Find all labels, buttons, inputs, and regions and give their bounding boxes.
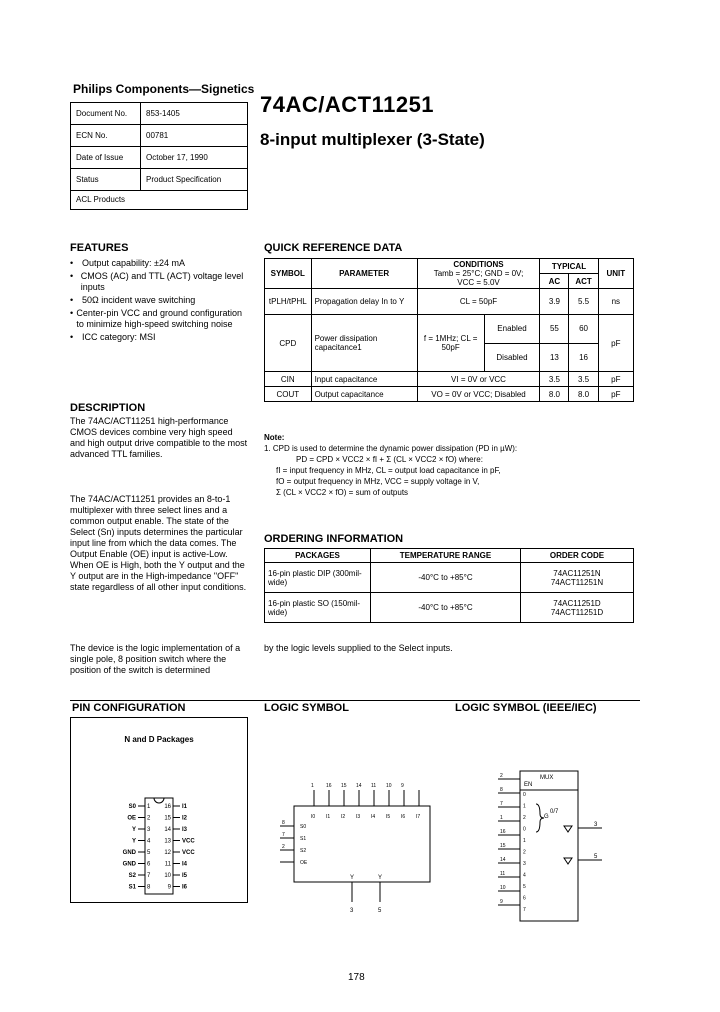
- description-p1: The 74AC/ACT11251 high-performance CMOS devices combine very high speed and high output drive compatible to the most advanced TTL families.: [70, 416, 248, 459]
- pin-number: 12: [164, 850, 171, 856]
- feature-item: • Output capability: ±24 mA: [70, 258, 185, 268]
- info-label: ECN No.: [71, 125, 141, 146]
- cell-conditions: VI = 0V or VCC: [417, 372, 540, 387]
- pin-number: 2: [147, 815, 151, 822]
- note-line: Σ (CL × VCC2 × fO) = sum of outputs: [276, 488, 409, 497]
- quick-ref-table: [264, 258, 634, 402]
- ieee-pin-number: 7: [500, 801, 503, 807]
- output-pin-number: 3: [350, 908, 354, 914]
- logic-symbol-heading: LOGIC SYMBOL: [264, 702, 349, 714]
- note-line: 1. CPD is used to determine the dynamic power dissipation (PD in µW):: [264, 444, 518, 453]
- input-label: I7: [416, 814, 421, 820]
- input-pin-number: 16: [326, 783, 332, 789]
- pin-name: GND: [122, 861, 136, 868]
- col-parameter: PARAMETER: [311, 259, 417, 289]
- conditions-line: VCC = 5.0V: [457, 278, 500, 287]
- feature-text: Center-pin VCC and ground configuration to minimize high-speed switching noise: [76, 308, 243, 329]
- cell-unit: pF: [598, 315, 633, 372]
- feature-item: • CMOS (AC) and TTL (ACT) voltage level inputs: [70, 271, 250, 293]
- table-row: [265, 387, 634, 402]
- cell-ac: 3.9: [540, 289, 569, 315]
- cell-conditions: [417, 315, 540, 372]
- ieee-outputs: [578, 822, 602, 860]
- cell-temp: -40°C to +85°C: [371, 593, 521, 623]
- pin-number: 9: [167, 884, 171, 891]
- pin-number: 8: [147, 884, 151, 891]
- pin-number: 1: [147, 804, 151, 810]
- input-pin-number: 14: [356, 783, 362, 789]
- ieee-pin-number: 9: [500, 899, 503, 905]
- info-label: Status: [71, 169, 141, 190]
- cell-act: 5.5: [569, 289, 598, 315]
- pin-number: 10: [164, 873, 171, 879]
- pin-name: S2: [128, 873, 136, 879]
- ieee-block: [520, 771, 578, 921]
- cell-temp: -40°C to +85°C: [371, 563, 521, 593]
- output-pin-number: 5: [378, 908, 382, 914]
- ieee-pin-number: 14: [500, 857, 506, 863]
- col-temp: TEMPERATURE RANGE: [371, 549, 521, 563]
- feature-item: • ICC category: MSI: [70, 332, 156, 342]
- page-number: 178: [348, 972, 365, 983]
- ic-body: [145, 798, 173, 894]
- product-line: ACL Products: [76, 195, 126, 204]
- pin-name: I6: [182, 884, 188, 891]
- note-line: fI = input frequency in MHz, CL = output load capacitance in pF,: [276, 466, 501, 475]
- ieee-pin-number: 16: [500, 829, 506, 835]
- cell-symbol: CIN: [265, 372, 312, 387]
- cell-parameter: Output capacitance: [311, 387, 417, 402]
- cell-symbol: CPD: [265, 315, 312, 372]
- logic-top-pins: [311, 783, 420, 820]
- pin-name: Y: [131, 827, 136, 833]
- pin-name: VCC: [182, 838, 195, 845]
- ieee-pin-number: 1: [500, 815, 503, 821]
- table-row: [265, 372, 634, 387]
- col-symbol: SYMBOL: [265, 259, 312, 289]
- feature-text: Output capability: ±24 mA: [82, 258, 185, 268]
- pin-number: 13: [164, 838, 171, 845]
- ieee-input-label: 0: [523, 826, 526, 833]
- select-label: S2: [300, 848, 307, 854]
- pin-number: 15: [164, 815, 171, 822]
- pin-number: 3: [147, 827, 151, 833]
- ordering-table: [264, 548, 634, 623]
- table-row: [265, 593, 634, 623]
- col-packages: PACKAGES: [265, 549, 371, 563]
- cell-conditions: CL = 50pF: [417, 289, 540, 315]
- ieee-output-pin: 5: [594, 854, 598, 860]
- ieee-input-label: 6: [523, 895, 526, 902]
- info-label: Date of Issue: [71, 147, 141, 168]
- cell-act: 3.5: [569, 372, 598, 387]
- ieee-3state-symbol: [564, 858, 572, 864]
- cpd-enabled: Enabled: [485, 315, 540, 344]
- features-heading: FEATURES: [70, 242, 129, 254]
- info-row: [71, 169, 247, 191]
- input-label: I4: [371, 814, 376, 820]
- logic-symbol-diagram: [264, 778, 444, 918]
- description-p3: The device is the logic implementation of a single pole, 8 position switch where the position of the switch is determined: [70, 643, 241, 675]
- ieee-input-label: 2: [523, 815, 526, 821]
- part-number-title: 74AC/ACT11251: [260, 92, 435, 117]
- table-row: [265, 315, 634, 344]
- info-row: [71, 125, 247, 147]
- quick-ref-heading: QUICK REFERENCE DATA: [264, 242, 403, 254]
- note-line: fO = output frequency in MHz, VCC = supply voltage in V,: [276, 477, 480, 486]
- feature-item: • 50Ω incident wave switching: [70, 295, 196, 305]
- input-pin-number: 11: [371, 783, 377, 789]
- ic-notch: [154, 798, 164, 803]
- order-code: 74AC11251N: [553, 568, 601, 578]
- col-conditions: [417, 259, 540, 289]
- cell-unit: pF: [598, 387, 633, 402]
- pin-number: 6: [147, 861, 151, 868]
- pin-name: GND: [122, 850, 136, 856]
- description-p2: The 74AC/ACT11251 provides an 8-to-1 multiplexer with three select lines and a common output enable. The state of the Select (Sn) inputs determines the particular input line from which the data comes. The Output Enable (OE) input is active-Low. When OE is High, both the Y output and the Y output are in the High-impedance "OFF" state regardless of all other input conditions.: [70, 494, 247, 592]
- input-pin-number: 15: [341, 783, 347, 789]
- ieee-pin-number: 10: [500, 885, 506, 891]
- col-act: ACT: [569, 274, 598, 289]
- input-pin-number: 9: [401, 783, 404, 789]
- select-label: S1: [300, 836, 307, 842]
- ieee-input-label: 3: [523, 861, 526, 867]
- right-pins: [164, 804, 195, 891]
- table-row: [265, 563, 634, 593]
- info-value: Product Specification: [146, 175, 222, 184]
- conditions-line: Tamb = 25°C; GND = 0V;: [433, 269, 524, 278]
- col-unit: UNIT: [598, 259, 633, 289]
- pin-number: 11: [164, 861, 171, 868]
- order-code: 74ACT11251N: [550, 577, 604, 587]
- ieee-input-label: 1: [523, 838, 526, 844]
- info-value: 853-1405: [146, 109, 180, 118]
- input-label: I2: [341, 814, 346, 820]
- ieee-input-label: 0: [523, 792, 526, 798]
- pin-name: S0: [128, 804, 136, 810]
- feature-text: CMOS (AC) and TTL (ACT) voltage level inputs: [80, 271, 244, 292]
- cell-unit: pF: [598, 372, 633, 387]
- cell-act: 16: [569, 343, 598, 372]
- features-list: [70, 258, 250, 345]
- input-label: I0: [311, 814, 316, 820]
- pin-name: I1: [182, 804, 188, 810]
- pin-name: I2: [182, 815, 188, 822]
- note-block: [264, 432, 634, 498]
- ieee-pin-number: 8: [500, 787, 503, 793]
- select-pin-number: 8: [282, 820, 285, 826]
- cell-ac: 8.0: [540, 387, 569, 402]
- col-ac: AC: [540, 274, 569, 289]
- cell-act: 60: [569, 315, 598, 344]
- cell-act: 8.0: [569, 387, 598, 402]
- select-pin-number: 2: [282, 844, 285, 850]
- feature-text: ICC category: MSI: [82, 332, 156, 342]
- pin-config-subtitle: N and D Packages: [124, 735, 194, 744]
- note-line: PD = CPD × VCC2 × fI + Σ (CL × VCC2 × fO) where:: [296, 455, 483, 464]
- logic-outputs: [350, 875, 382, 914]
- pin-name: OE: [127, 815, 136, 822]
- cpd-disabled: Disabled: [496, 352, 528, 362]
- col-order-code: ORDER CODE: [521, 549, 634, 563]
- ieee-3state-symbol: [564, 826, 572, 832]
- cell-parameter: Propagation delay In to Y: [311, 289, 417, 315]
- cell-ac: 55: [540, 315, 569, 344]
- ieee-en-label: EN: [524, 782, 533, 788]
- select-pin-number: 7: [282, 832, 285, 838]
- part-subtitle: 8-input multiplexer (3-State): [260, 130, 485, 149]
- note-heading: Note:: [264, 433, 285, 442]
- cell-symbol: COUT: [265, 387, 312, 402]
- pin-name: S1: [128, 884, 136, 891]
- info-label: Document No.: [71, 103, 141, 124]
- cell-ac: 13: [540, 343, 569, 372]
- cell-ac: 3.5: [540, 372, 569, 387]
- conditions-title: CONDITIONS: [453, 260, 504, 269]
- pin-name: VCC: [182, 850, 195, 856]
- ieee-input-label: 5: [523, 884, 526, 890]
- output-label: Y: [378, 875, 383, 881]
- description-heading: DESCRIPTION: [70, 402, 146, 414]
- pin-diagram: [70, 790, 248, 900]
- ieee-symbol-heading: LOGIC SYMBOL (IEEE/IEC): [455, 702, 597, 714]
- cell-symbol: tPLH/tPHL: [265, 289, 312, 315]
- ieee-left-pins: [498, 773, 526, 913]
- feature-item: • Center-pin VCC and ground configuration to minimize high-speed switching noise: [70, 308, 250, 330]
- pin-number: 7: [147, 873, 151, 879]
- document-info-box: [70, 102, 248, 210]
- cpd-conditions: f = 1MHz; CL = 50pF: [418, 315, 485, 371]
- pin-name: Y: [131, 838, 136, 845]
- cell-parameter: Power dissipation capacitance1: [311, 315, 417, 372]
- info-row: [71, 147, 247, 169]
- company-name: Philips Components—Signetics: [73, 82, 255, 96]
- table-row: [265, 289, 634, 315]
- info-row: [71, 103, 247, 125]
- ieee-brace: [536, 804, 544, 832]
- ieee-output-pin: 3: [594, 822, 598, 828]
- ieee-g-range: 0/7: [550, 809, 559, 815]
- order-code: 74AC11251D: [553, 598, 601, 608]
- pin-name: I4: [182, 861, 188, 868]
- description-p3-continued: by the logic levels supplied to the Select inputs.: [264, 643, 453, 653]
- section-divider: [70, 700, 640, 701]
- cell-conditions: VO = 0V or VCC; Disabled: [417, 387, 540, 402]
- ieee-input-label: 4: [523, 872, 526, 879]
- left-pins: [123, 804, 151, 891]
- select-label: S0: [300, 824, 307, 830]
- input-label: I6: [401, 814, 406, 820]
- input-label: I5: [386, 814, 391, 820]
- pin-name: I3: [182, 827, 188, 833]
- cell-package: 16-pin plastic SO (150mil-wide): [265, 593, 371, 623]
- info-value: 00781: [146, 131, 169, 140]
- info-value: October 17, 1990: [146, 153, 208, 162]
- table-header-row: [265, 549, 634, 563]
- input-label: I3: [356, 814, 361, 820]
- pin-number: 14: [164, 827, 171, 833]
- ieee-mux-label: MUX: [540, 775, 554, 781]
- cell-code: [521, 563, 634, 593]
- ieee-input-label: 7: [523, 907, 526, 913]
- cell-unit: ns: [598, 289, 633, 315]
- ieee-input-label: 2: [523, 849, 526, 856]
- col-typical: TYPICAL: [540, 259, 598, 274]
- ordering-heading: ORDERING INFORMATION: [264, 533, 404, 545]
- input-label: I1: [326, 814, 331, 820]
- ieee-g-label: G: [544, 814, 549, 820]
- ieee-input-label: 1: [523, 803, 526, 810]
- order-code: 74ACT11251D: [550, 607, 604, 617]
- ieee-pin-number: 2: [500, 773, 503, 779]
- feature-text: 50Ω incident wave switching: [82, 295, 196, 305]
- pin-config-heading: PIN CONFIGURATION: [72, 702, 186, 714]
- ieee-pin-number: 11: [500, 871, 506, 877]
- ieee-symbol-diagram: [490, 766, 640, 926]
- table-header-row: [265, 259, 634, 274]
- pin-number: 5: [147, 850, 151, 856]
- input-pin-number: 1: [311, 783, 314, 789]
- pin-name: I5: [182, 873, 188, 879]
- cell-package: 16-pin plastic DIP (300mil-wide): [265, 563, 371, 593]
- pin-number: 16: [164, 804, 171, 810]
- output-label: Y: [350, 875, 355, 881]
- select-label: OE: [300, 860, 308, 866]
- ieee-pin-number: 15: [500, 843, 506, 849]
- cell-code: [521, 593, 634, 623]
- cell-parameter: Input capacitance: [311, 372, 417, 387]
- pin-number: 4: [147, 838, 151, 845]
- input-pin-number: 10: [386, 783, 392, 789]
